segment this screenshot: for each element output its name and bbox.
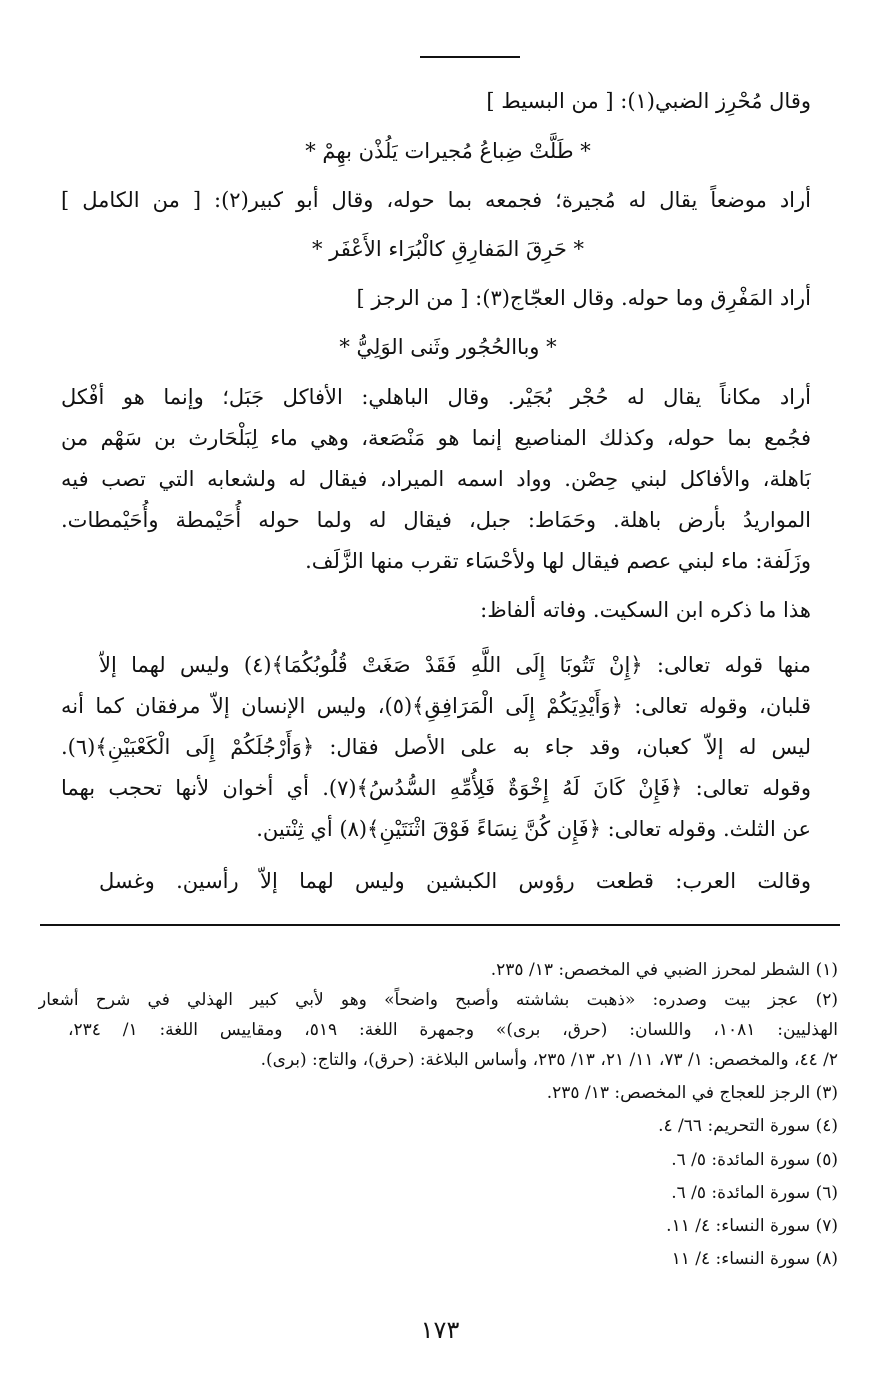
body-line: قلبان، وقوله تعالى: ﴿وَأَيْدِيَكُمْ إِلَى الْمَرَافِقِ﴾(٥)، وليس الإنسان إلاّ مرفقان كما أنه bbox=[61, 694, 811, 718]
footnote-continuation: ٢/ ٤٤، والمخصص: ١/ ٧٣، ١١/ ٢١، ١٣/ ٢٣٥، وأساس البلاغة: (حرق)، والتاج: (برى). bbox=[260, 1050, 838, 1070]
footnote: (٨) سورة النساء: ٤/ ١١ bbox=[671, 1249, 838, 1269]
body-line: فجُمع بما حوله، وكذلك المناصيع إنما هو مَنْصَعة، وهي ماء لِبَلْحَارث بن سَهْم من bbox=[61, 426, 811, 450]
body-line: منها قوله تعالى: ﴿إِنْ تَتُوبَا إِلَى اللَّهِ فَقَدْ صَغَتْ قُلُوبُكُمَا﴾(٤) وليس لهما إلاّ bbox=[99, 653, 811, 677]
footnote: (٣) الرجز للعجاج في المخصص: ١٣/ ٢٣٥. bbox=[546, 1083, 838, 1103]
footnote: (٥) سورة المائدة: ٥/ ٦. bbox=[671, 1150, 838, 1170]
body-line: المواريدُ بأرض باهلة. وحَمَاط: جبل، فيقال له ولما حوله أُحَيْمطة وأُحَيْمطات. bbox=[61, 508, 811, 532]
body-line: أراد موضعاً يقال له مُجيرة؛ فجمعه بما حوله، وقال أبو كبير(٢): [ من الكامل ] bbox=[61, 188, 811, 212]
body-line: هذا ما ذكره ابن السكيت. وفاته ألفاظ: bbox=[480, 598, 811, 622]
body-line: وقالت العرب: قطعت رؤوس الكبشين وليس لهما إلاّ رأسين. وغسل bbox=[99, 869, 811, 893]
footnote: (٤) سورة التحريم: ٦٦/ ٤. bbox=[658, 1116, 838, 1136]
body-line: وزَلَفة: ماء لبني عصم فيقال لها ولأحْسَاء تقرب منها الزَّلَف. bbox=[305, 549, 811, 573]
verse-line: * طَلَّتْ ضِباعُ مُجيرات يَلُذْن بهِمْ * bbox=[305, 139, 591, 163]
body-line: أراد مكاناً يقال له حُجْر بُجَيْر. وقال الباهلي: الأفاكل جَبَل؛ وإنما هو أفْكل bbox=[61, 385, 811, 409]
verse-line: * وباالحُجُور وثَنى الوَلِيُّ * bbox=[339, 335, 557, 359]
body-line: وقال مُحْرِز الضبي(١): [ من البسيط ] bbox=[486, 89, 811, 113]
footnote: (١) الشطر لمحرز الضبي في المخصص: ١٣/ ٢٣٥. bbox=[490, 960, 838, 980]
body-line: وقوله تعالى: ﴿فَإِنْ كَانَ لَهُ إِخْوَةٌ فَلِأُمِّهِ السُّدُسُ﴾(٧). أي أخوان لأنها تحجب بهما bbox=[61, 776, 811, 800]
body-line: بَاهلة، والأفاكل لبني حِصْن. وواد اسمه الميراد، فيقال له ولشعابه التي تصب فيه bbox=[61, 467, 811, 491]
footnote: (٧) سورة النساء: ٤/ ١١. bbox=[666, 1216, 838, 1236]
footnote: (٦) سورة المائدة: ٥/ ٦. bbox=[671, 1183, 838, 1203]
body-line: ليس له إلاّ كعبان، وقد جاء به على الأصل فقال: ﴿وَأَرْجُلَكُمْ إِلَى الْكَعْبَيْنِ﴾(٦). bbox=[61, 735, 811, 759]
body-line: أراد المَفْرِق وما حوله. وقال العجّاج(٣): [ من الرجز ] bbox=[356, 286, 811, 310]
footnote-rule bbox=[40, 924, 840, 926]
body-line: عن الثلث. وقوله تعالى: ﴿فَإِن كُنَّ نِسَاءً فَوْقَ اثْنَتَيْنِ﴾(٨) أي ثِنْتين. bbox=[256, 817, 811, 841]
footnote: (٢) عجز بيت وصدره: «ذهبت بشاشته وأصبح واضحاً» وهو لأبي كبير الهذلي في شرح أشعار bbox=[38, 990, 838, 1010]
top-rule bbox=[420, 56, 520, 58]
page-number: ١٧٣ bbox=[420, 1316, 460, 1344]
footnote-continuation: الهذليين: ١٠٨١، واللسان: (حرق، برى)» وجمهرة اللغة: ٥١٩، ومقاييس اللغة: ١/ ٢٣٤، bbox=[68, 1020, 838, 1040]
verse-line: * حَرِقَ المَفارِقِ كالْبُرَاء الأَعْفَر * bbox=[311, 237, 585, 261]
